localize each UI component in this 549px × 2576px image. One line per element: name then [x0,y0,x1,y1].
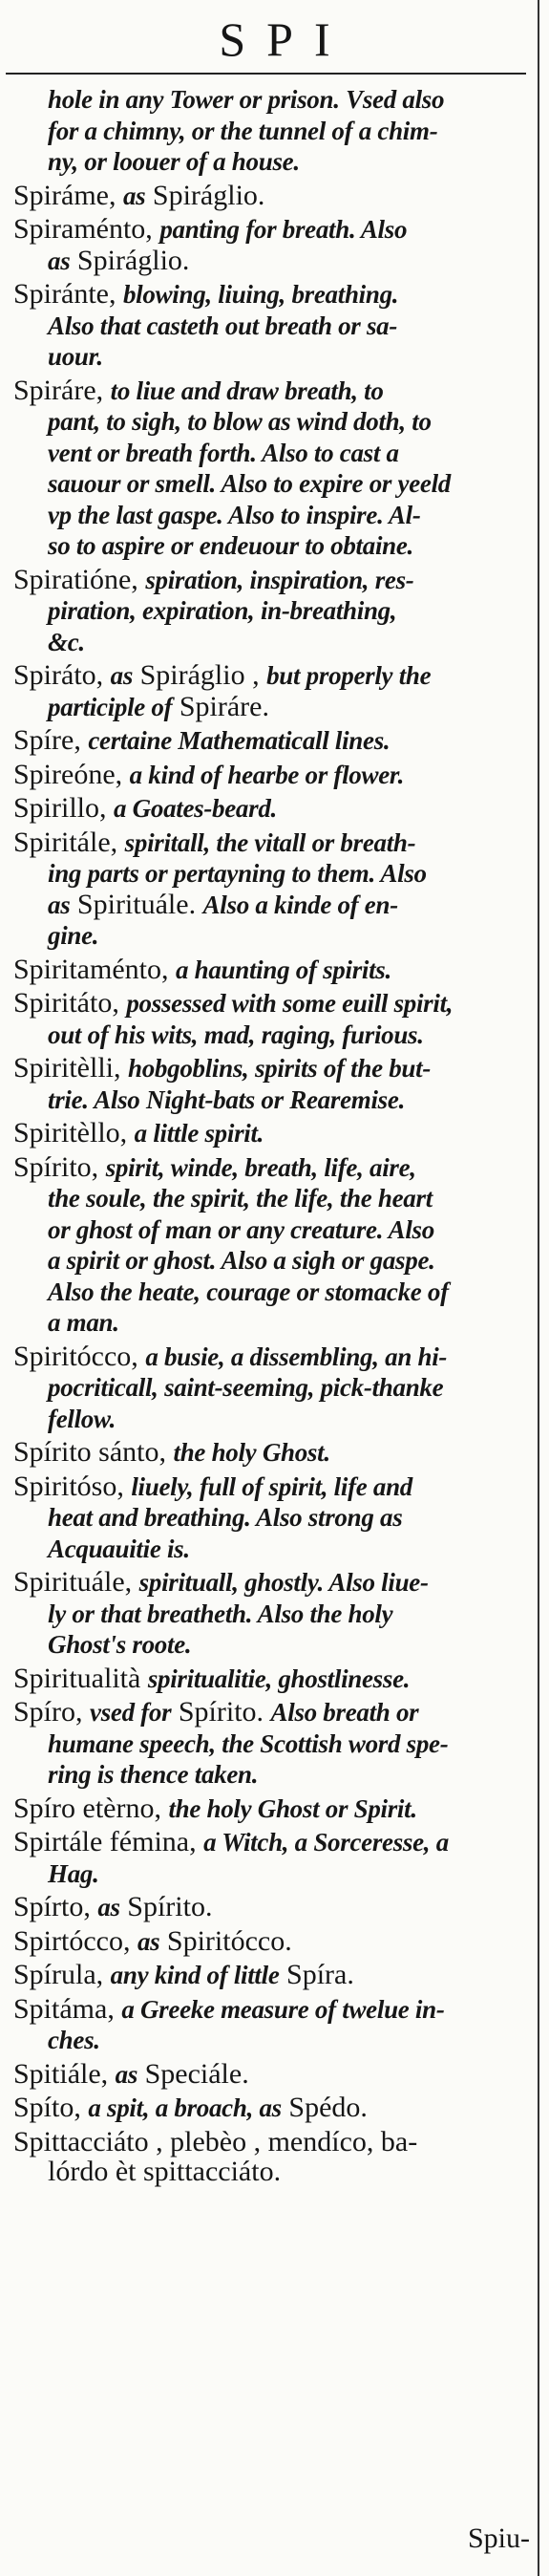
dictionary-entry [13,760,529,791]
definition: Acquauitie is. [48,1534,190,1563]
entry-line [13,1183,529,1214]
definition: ing parts or pertayning to them. Also [48,859,427,888]
entry-line [13,146,529,178]
definition: a busie, a dissembling, an hi- [145,1342,448,1371]
dictionary-column [13,84,529,2190]
definition: blowing, liuing, breathing. [122,280,399,309]
definition: to liue and draw breath, to [110,376,384,405]
entry-line [13,1759,529,1791]
entry-line [13,1152,529,1184]
headword: Spiránte, [13,278,123,310]
dictionary-entry [13,793,529,825]
dictionary-entry [13,1994,529,2056]
definition: spirit, winde, breath, life, aire, [105,1152,416,1182]
entry-line [13,1664,529,1695]
entry-line [13,1307,529,1339]
entry-line [13,84,529,116]
headword: Spiritèllo, [13,1117,135,1148]
headword: Spirituále, [13,1566,139,1598]
cross-reference: Spírito. [119,1891,213,1922]
definition: a Greeke measure of twelue in- [121,1994,445,2024]
definition: uour. [48,342,103,371]
entry-line [13,214,529,246]
dictionary-entry [13,565,529,658]
dictionary-entry [13,1342,529,1435]
entry-line [13,1020,529,1051]
entry-line [13,827,529,859]
cross-reference: Speciále. [137,2057,249,2090]
entry-line [13,1471,529,1503]
entry-line [13,725,529,757]
headword: Spitáma, [13,1992,122,2025]
definition: vent or breath forth. Also to cast a [48,438,399,467]
entry-line [13,1118,529,1149]
headword: Spiratióne, [13,563,146,595]
definition: trie. Also Night-bats or Rearemise. [48,1084,406,1114]
dictionary-entry [13,1926,529,1958]
headword: Spirtále fémina, [13,1826,204,1857]
entry-line [13,1728,529,1760]
entry-line [13,793,529,825]
dictionary-entry [13,84,529,178]
definition: a little spirit. [134,1119,264,1148]
definition: gine. [48,921,99,950]
dictionary-entry [13,1437,529,1469]
entry-line [13,181,529,212]
headword: Spiritualità [13,1662,148,1694]
dictionary-entry [13,1471,529,1565]
definition: the holy Ghost. [173,1438,330,1467]
entry-line [13,1892,529,1923]
entry-line [13,988,529,1020]
dictionary-entry [13,827,529,952]
entry-line [13,500,529,531]
entry-line [13,468,529,500]
definition: spiritall, the vitall or breath- [124,827,416,857]
entry-line [13,438,529,469]
dictionary-entry [13,279,529,373]
entry-line [13,595,529,627]
entry-line [13,565,529,596]
definition: a spit, a broach, as [88,2093,282,2122]
entry-line [13,1277,529,1308]
headword: Spírito sánto, [13,1436,174,1468]
entry-line [13,760,529,791]
definition: a Goates-beard. [114,794,277,823]
definition: any kind of little [110,1961,280,1989]
entry-line [13,116,529,147]
definition: or ghost of man or any creature. Also [48,1214,434,1244]
cross-reference: Spíra. [279,1959,354,1990]
definition: as [48,246,71,275]
definition: as [122,181,146,210]
definition: sauour or smell. Also to expire or yeeld [48,469,452,498]
definition: ny, or loouer of a house. [48,147,300,176]
definition: certaine Mathematicall lines. [88,726,391,755]
definition: Also breath or [270,1698,419,1727]
definition: panting for breath. Also [159,215,408,244]
headword: Spiritaménto, [13,953,176,985]
entry-line [13,2157,529,2187]
dictionary-entry [13,1118,529,1149]
headword: Spittacciáto , plebèo , mendíco, ba- [13,2125,418,2157]
definition: as [110,661,134,690]
entry-line [13,376,529,407]
headword: Spírula, [13,1959,111,1990]
definition: participle of [48,692,173,721]
definition: spiritualitie, ghostlinesse. [147,1664,411,1693]
headword: Spiraménto, [13,213,160,245]
entry-line [13,341,529,373]
definition: a kind of hearbe or flower. [129,760,405,789]
definition: heat and breathing. Also strong as [48,1503,403,1532]
definition: ring is thence taken. [48,1760,259,1789]
definition: as [137,1926,160,1956]
dictionary-entry [13,1892,529,1923]
headword: Spiritáto, [13,987,127,1019]
definition: pocriticall, saint-seeming, pick-thanke [48,1373,444,1402]
headword: Spírto, [13,1891,98,1922]
entry-line [13,1994,529,2026]
definition: fellow. [48,1404,116,1433]
entry-line [13,1372,529,1404]
catchword: Spiu- [467,2522,530,2554]
entry-line [13,1827,529,1858]
definition: vp the last gaspe. Also to inspire. Al- [48,500,421,529]
headword: Spiráre, [13,374,111,406]
headword: Spírito, [13,1150,106,1183]
column-rule [538,0,539,2576]
entry-line [13,1629,529,1661]
definition: a spirit or ghost. Also a sigh or gaspe. [48,1246,435,1275]
definition: as [48,890,71,919]
definition: &c. [48,627,85,656]
entry-line [13,1245,529,1277]
dictionary-entry [13,376,529,562]
definition: pant, to sigh, to blow as wind doth, to [48,407,432,436]
definition: so to aspire or endeuour to obtaine. [48,531,413,560]
entry-line [13,406,529,438]
headword: Spiráto, [13,659,111,691]
entry-line [13,1214,529,1246]
headword: Spiritále, [13,826,125,858]
entry-line [13,279,529,311]
definition: the soule, the spirit, the life, the heart [48,1184,433,1213]
definition: hobgoblins, spirits of the but- [128,1054,432,1083]
definition: Also a kinde of en- [202,890,398,919]
entry-line [13,530,529,562]
entry-line [13,858,529,890]
entry-line [13,1404,529,1435]
definition: Also that casteth out breath or sa- [48,311,398,340]
dictionary-entry [13,181,529,212]
definition: piration, expiration, in-breathing, [48,596,397,625]
definition: Ghost's roote. [48,1630,192,1659]
definition: a haunting of spirits. [175,955,391,984]
headword: Spíro, [13,1696,91,1728]
definition: for a chimny, or the tunnel of a chim- [48,116,438,145]
definition: humane speech, the Scottish word spe- [48,1728,449,1758]
definition: Hag. [48,1858,99,1888]
headword: Spireóne, [13,758,130,790]
headword: Spirillo, [13,792,115,824]
cross-reference: Spiráglio , [133,659,267,691]
dictionary-entry [13,1152,529,1339]
entry-line [13,1342,529,1373]
definition: but properly the [266,661,432,690]
entry-line [13,246,529,277]
headword: Spíre, [13,724,89,756]
definition: possessed with some euill spirit, [126,989,454,1018]
headword: Spirtócco, [13,1924,137,1957]
headword: Spiritócco, [13,1340,146,1372]
definition: vsed for [90,1698,172,1727]
entry-line [13,890,529,921]
cross-reference: Spédo. [281,2092,368,2123]
entry-line [13,692,529,723]
running-head: SPI [219,12,351,66]
definition: ches. [48,2026,100,2054]
definition: liuely, full of spirit, life and [131,1471,413,1501]
entry-line [13,1437,529,1469]
cross-reference: Spiráglio. [70,244,190,276]
definition: as [115,2059,138,2089]
dictionary-entry [13,1697,529,1791]
definition: ly or that breatheth. Also the holy [48,1599,393,1628]
cross-reference: Spiráglio. [145,179,265,211]
cross-reference: Spirituále. [70,888,203,920]
entry-line [13,1926,529,1958]
dictionary-entry [13,1053,529,1115]
definition: a man. [48,1308,119,1337]
cross-reference: Spiritócco. [159,1924,292,1957]
headword: Spiritóso, [13,1470,132,1502]
entry-line [13,2025,529,2056]
entry-line [13,1534,529,1565]
entry-line [13,1793,529,1825]
page-header [0,0,549,71]
definition: the holy Ghost or Spirit. [168,1793,417,1823]
dictionary-entry [13,1827,529,1889]
headword: Spiritèlli, [13,1052,128,1084]
headword: Spitiále, [13,2057,116,2090]
headword: Spiráme, [13,179,123,211]
entry-line [13,1697,529,1728]
entry-line [13,1502,529,1534]
entry-line [13,1858,529,1890]
dictionary-entry [13,1793,529,1825]
definition: hole in any Tower or prison. Vsed also [48,85,445,114]
entry-line [13,920,529,952]
entry-line [13,2093,529,2124]
definition: as [97,1893,120,1921]
cross-reference: Spiráre. [172,690,269,722]
dictionary-entry [13,2127,529,2187]
dictionary-entry [13,214,529,276]
dictionary-entry [13,955,529,986]
entry-line [13,627,529,658]
entry-line [13,1084,529,1116]
entry-line [13,1599,529,1630]
cross-reference: Spírito. [171,1696,271,1728]
entry-line [13,955,529,986]
dictionary-entry [13,988,529,1050]
headword: Spíto, [13,2092,89,2123]
dictionary-entry [13,725,529,757]
dictionary-entry [13,660,529,722]
definition: spiration, inspiration, res- [145,565,414,594]
dictionary-entry [13,2093,529,2124]
entry-line [13,311,529,342]
dictionary-entry [13,2059,529,2091]
dictionary-entry [13,1960,529,1991]
entry-line [13,1053,529,1084]
definition: a Witch, a Sorceresse, a [203,1828,449,1857]
entry-line [13,2059,529,2091]
cross-reference: lórdo èt spittacciáto. [48,2156,282,2187]
definition: spirituall, ghostly. Also liue- [138,1568,429,1597]
entry-line [13,1960,529,1991]
dictionary-entry [13,1664,529,1695]
entry-line [13,660,529,692]
headword: Spíro etèrno, [13,1792,169,1824]
entry-line [13,2127,529,2157]
dictionary-entry [13,1567,529,1661]
definition: Also the heate, courage or stomacke of [48,1277,449,1306]
entry-line [13,1567,529,1599]
definition: out of his wits, mad, raging, furious. [48,1020,424,1049]
header-rule [6,73,526,75]
